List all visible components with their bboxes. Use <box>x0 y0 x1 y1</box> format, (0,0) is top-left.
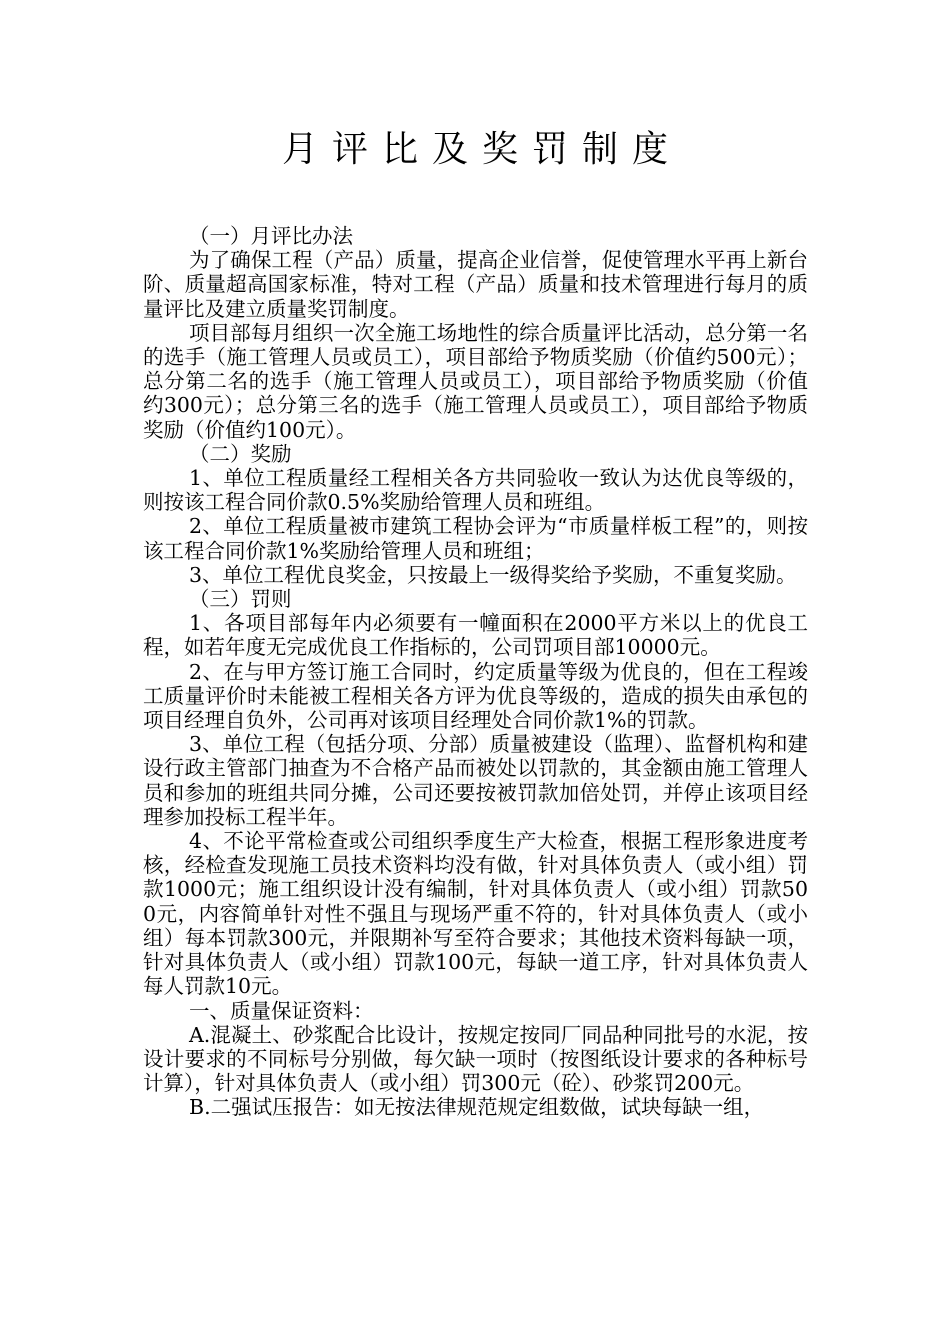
section-heading-quality-data: 一、质量保证资料： <box>189 998 374 1023</box>
section-heading-monthly-evaluation: （一）月评比办法 <box>189 224 353 248</box>
paragraph: 4、不论平常检查或公司组织季度生产大检查，根据工程形象进度考核，经检查发现施工员技术资料均没有做，针对具体负责人（或小组）罚款1000元；施工组织设计没有编制，针对具体负责人（或小组）罚款500元，内容简单针对性不强且与现场严重不符的，针对具体负责人（或小组）每本罚款300元，并限期补写至符合要求；其他技术资料每缺一项，针对具体负责人（或小组）罚款100元，每缺一道工序，针对具体负责人每人罚款10元。 <box>143 829 808 999</box>
paragraph: B.二强试压报告：如无按法律规范规定组数做，试块每缺一组， <box>189 1095 765 1120</box>
section-heading-penalties: （三）罚则 <box>189 587 292 612</box>
document-title: 月评比及奖罚制度 <box>281 129 682 170</box>
paragraph: A.混凝土、砂浆配合比设计，按规定按同厂同品种同批号的水泥，按设计要求的不同标号分别做，每欠缺一项时（按图纸设计要求的各种标号计算），针对具体负责人（或小组）罚300元（砼）、砂浆罚200元。 <box>143 1022 808 1096</box>
paragraph: 1、各项目部每年内必须要有一幢面积在2000平方米以上的优良工程，如若年度无完成优良工作指标的，公司罚项目部10000元。 <box>143 611 808 660</box>
paragraph: 3、单位工程优良奖金，只按最上一级得奖给予奖励，不重复奖励。 <box>189 562 797 587</box>
document-body <box>143 224 808 1120</box>
paragraph: 2、在与甲方签订施工合同时，约定质量等级为优良的，但在工程竣工质量评价时未能被工程相关各方评为优良等级的，造成的损失由承包的项目经理自负外，公司再对该项目经理处合同价款1%的罚款。 <box>143 659 808 733</box>
paragraph: 为了确保工程（产品）质量，提高企业信誉，促使管理水平再上新台阶、质量超高国家标准，特对工程（产品）质量和技术管理进行每月的质量评比及建立质量奖罚制度。 <box>143 248 808 321</box>
paragraph: 2、单位工程质量被市建筑工程协会评为“市质量样板工程”的，则按该工程合同价款1%奖励给管理人员和班组； <box>143 514 808 563</box>
paragraph: 1、单位工程质量经工程相关各方共同验收一致认为达优良等级的，则按该工程合同价款0.5%奖励给管理人员和班组。 <box>143 466 808 515</box>
paragraph: 项目部每月组织一次全施工场地性的综合质量评比活动，总分第一名的选手（施工管理人员或员工），项目部给予物质奖励（价值约500元）；总分第二名的选手（施工管理人员或员工），项目部给予物质奖励（价值约300元）；总分第三名的选手（施工管理人员或员工），项目部给予物质奖励（价值约100元）。 <box>143 320 808 442</box>
section-heading-rewards: （二）奖励 <box>189 441 292 466</box>
paragraph: 3、单位工程（包括分项、分部）质量被建设（监理）、监督机构和建设行政主管部门抽查为不合格产品而被处以罚款的，其金额由施工管理人员和参加的班组共同分摊，公司还要按被罚款加倍处罚，并停止该项目经理参加投标工程半年。 <box>143 732 808 829</box>
